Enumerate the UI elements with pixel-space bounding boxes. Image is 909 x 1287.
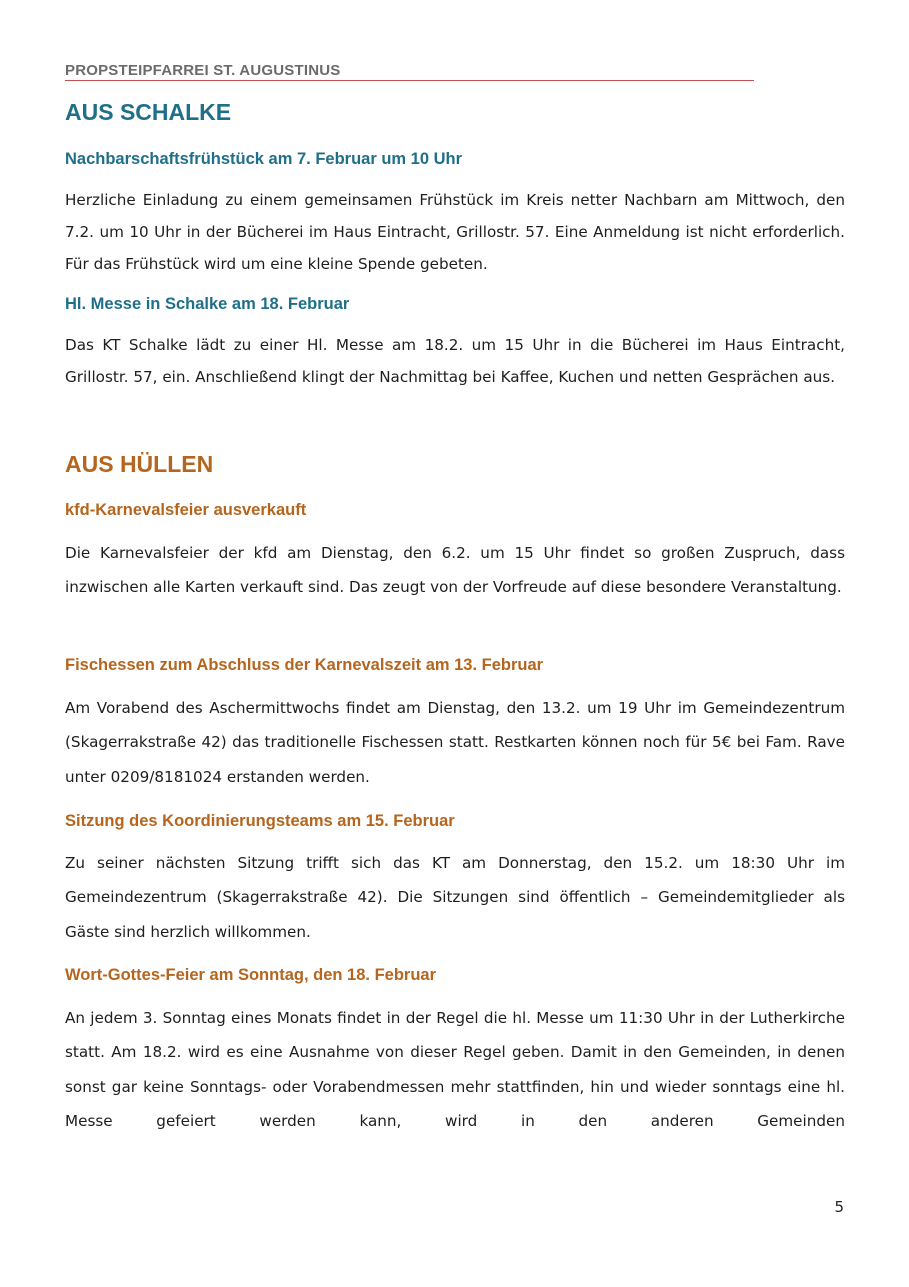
running-header: PROPSTEIPFARREI ST. AUGUSTINUS [65,62,754,81]
article-heading: Hl. Messe in Schalke am 18. Februar [65,295,350,313]
article-heading: Nachbarschaftsfrühstück am 7. Februar um 10 Uhr [65,150,463,168]
section-title-schalke: AUS SCHALKE [65,99,232,125]
article-koordinierungsteam [65,810,845,832]
page-number: 5 [834,1198,844,1216]
article-heading: Wort-Gottes-Feier am Sonntag, den 18. Februar [65,966,437,984]
article-nachbarschaftsfruehstueck [65,148,845,170]
article-text: Das KT Schalke lädt zu einer Hl. Messe am 18.2. um 15 Uhr in die Bücherei im Haus Eintracht, Grillostr. 57, ein. Anschließend klingt der Nachmittag bei Kaffee, Kuchen und netten Gesprächen aus. [65,336,845,386]
article-fischessen [65,654,845,676]
article-wort-gottes-feier [65,964,845,986]
article-heading: Sitzung des Koordinierungsteams am 15. Februar [65,812,455,830]
section-huellen [65,450,845,478]
article-text: Zu seiner nächsten Sitzung trifft sich das KT am Donnerstag, den 15.2. um 18:30 Uhr im Gemeindezentrum (Skagerrakstraße 42). Die Sitzungen sind öffentlich – Gemeindemitglieder als Gäste sind herzlich willkommen. [65,854,845,941]
article-heading: kfd-Karnevalsfeier ausverkauft [65,501,307,519]
article-hl-messe-schalke [65,293,845,315]
article-text: An jedem 3. Sonntag eines Monats findet in der Regel die hl. Messe um 11:30 Uhr in der Lutherkirche statt. Am 18.2. wird es eine Ausnahme von dieser Regel geben. Damit in den Gemeinden, in denen sonst gar keine Sonntags- oder Vorabendmessen mehr stattfinden, hin und wieder sonntags eine hl. Messe gefeiert werden kann, wird in den anderen Gemeinden [65,1009,845,1130]
article-text: Herzliche Einladung zu einem gemeinsamen Frühstück im Kreis netter Nachbarn am Mittwoch, den 7.2. um 10 Uhr in der Bücherei im Haus Eintracht, Grillostr. 57. Eine Anmeldung ist nicht erforderlich. Für das Frühstück wird um eine kleine Spende gebeten. [65,191,845,273]
section-title-huellen: AUS HÜLLEN [65,451,214,477]
article-text: Am Vorabend des Aschermittwochs findet am Dienstag, den 13.2. um 19 Uhr im Gemeindezentrum (Skagerrakstraße 42) das traditionelle Fischessen statt. Restkarten können noch für 5€ bei Fam. Rave unter 0209/8181024 erstanden werden. [65,699,845,786]
article-text: Die Karnevalsfeier der kfd am Dienstag, den 6.2. um 15 Uhr findet so großen Zuspruch, dass inzwischen alle Karten verkauft sind. Das zeugt von der Vorfreude auf diese besondere Veranstaltung. [65,544,845,597]
section-schalke [65,98,845,126]
article-heading: Fischessen zum Abschluss der Karnevalszeit am 13. Februar [65,656,544,674]
article-kfd-karnevalsfeier [65,499,845,521]
